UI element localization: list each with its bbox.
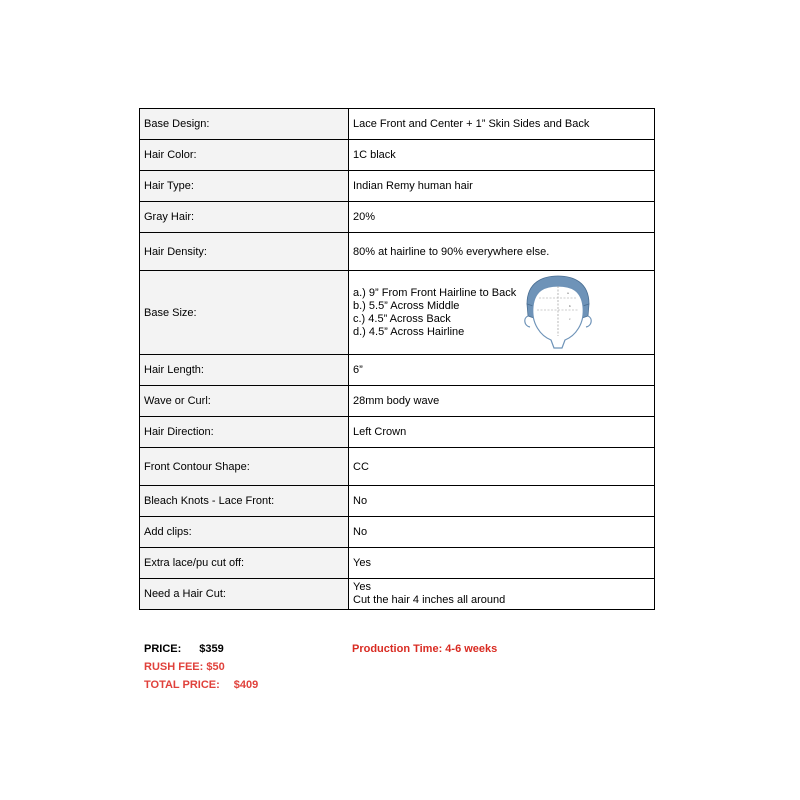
table-row [140,579,655,610]
table-row [140,233,655,271]
specification-table [139,108,655,610]
total-price-label: TOTAL PRICE: [144,679,220,691]
haircut-lines [353,581,650,607]
table-row [140,109,655,140]
row-label: Hair Density: [140,233,349,271]
row-value: Lace Front and Center + 1” Skin Sides and Back [349,109,655,140]
row-value: No [349,486,655,517]
base-size-line: a.) 9” From Front Hairline to Back [353,286,517,299]
row-value: Indian Remy human hair [349,171,655,202]
total-price-value: $409 [233,679,259,691]
row-label: Hair Direction: [140,417,349,448]
row-value: 20% [349,202,655,233]
haircut-line: Yes [353,581,371,593]
row-label: Wave or Curl: [140,386,349,417]
table-row [140,386,655,417]
row-value: 80% at hairline to 90% everywhere else. [349,233,655,271]
row-value: No [349,517,655,548]
svg-text:a: a [567,291,569,295]
svg-text:b: b [569,304,571,308]
table-row [140,486,655,517]
rush-fee: RUSH FEE: $50 [144,661,225,673]
table-row [140,448,655,486]
row-label: Base Size: [140,271,349,355]
row-label: Hair Type: [140,171,349,202]
row-label: Need a Hair Cut: [140,579,349,610]
price-line [144,643,224,655]
row-value: Yes [349,548,655,579]
row-label: Extra lace/pu cut off: [140,548,349,579]
row-value: 28mm body wave [349,386,655,417]
row-label: Front Contour Shape: [140,448,349,486]
row-value: CC [349,448,655,486]
production-time: Production Time: 4-6 weeks [352,643,498,655]
row-label: Base Design: [140,109,349,140]
row-value: Left Crown [349,417,655,448]
base-size-lines [353,287,650,339]
table-row [140,355,655,386]
row-value: 6” [349,355,655,386]
base-size-line: d.) 4.5” Across Hairline [353,325,465,338]
price-value: $359 [199,643,224,655]
row-label: Add clips: [140,517,349,548]
price-label: PRICE: [144,643,182,655]
total-price-line [144,679,258,691]
base-size-line: b.) 5.5” Across Middle [353,299,460,312]
row-value: 1C black [349,140,655,171]
row-label: Hair Color: [140,140,349,171]
table-row [140,271,655,355]
row-label: Bleach Knots - Lace Front: [140,486,349,517]
table-row [140,202,655,233]
table-row [140,417,655,448]
table-row [140,548,655,579]
base-size-line: c.) 4.5” Across Back [353,312,451,325]
row-label: Hair Length: [140,355,349,386]
svg-text:c: c [569,317,571,321]
haircut-line: Cut the hair 4 inches all around [353,594,506,606]
table-row [140,171,655,202]
table-row [140,140,655,171]
haircut-value [349,579,655,610]
table-row [140,517,655,548]
head-measurement-diagram-icon [521,274,595,352]
base-size-value [349,271,655,355]
row-label: Gray Hair: [140,202,349,233]
